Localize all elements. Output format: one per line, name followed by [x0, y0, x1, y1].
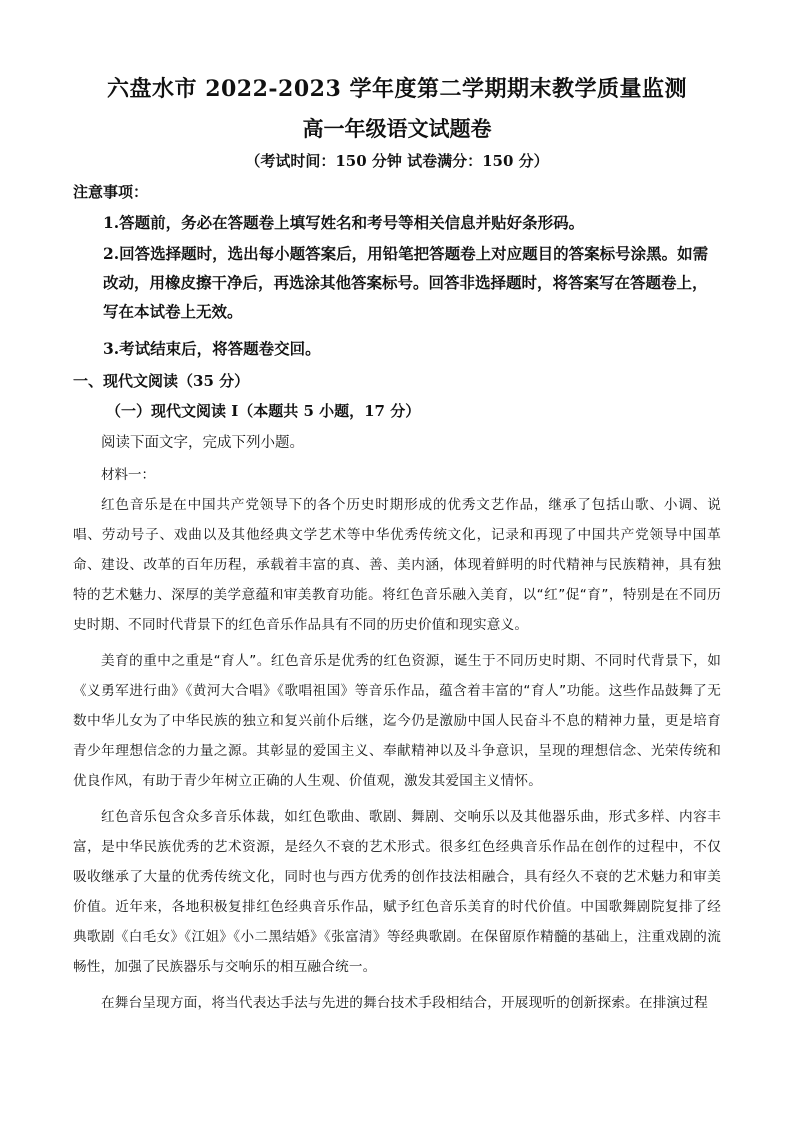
page-title: 六盘水市 2022-2023 学年度第二学期期末教学质量监测: [107, 76, 687, 102]
exam-info: （考试时间：150 分钟 试卷满分：150 分）: [245, 152, 549, 170]
passage-paragraph: 红色音乐包含众多音乐体裁，如红色歌曲、歌剧、舞剧、交响乐以及其他器乐曲，形式多样、内容丰富，是中华民族优秀的艺术资源，是经久不衰的艺术形式。很多红色经典音乐作品在创作的过程中，不仅吸收继承了大量的优秀传统文化，同时也与西方优秀的创作技法相融合，具有经久不衰的艺术魅力和审美价值。近年来，各地积极复排红色经典音乐作品，赋予红色音乐美育的时代价值。中国歌舞剧院复排了经典歌剧《白毛女》《江姐》《小二黑结婚》《张富清》等经典歌剧。在保留原作精髓的基础上，注重戏剧的流畅性，加强了民族器乐与交响乐的相互融合统一。: [73, 809, 721, 975]
passage-paragraph: 美育的重中之重是“育人”。红色音乐是优秀的红色资源，诞生于不同历史时期、不同时代背景下，如《义勇军进行曲》《黄河大合唱》《歌唱祖国》等音乐作品，蕴含着丰富的“育人”功能。这些作品鼓舞了无数中华儿女为了中华民族的独立和复兴前仆后继，迄今仍是激励中国人民奋斗不息的精神力量，更是培育青少年理想信念的力量之源。其彰显的爱国主义、奉献精神以及斗争意识，呈现的理想信念、光荣传统和优良作风，有助于青少年树立正确的人生观、价值观，激发其爱国主义情怀。: [73, 653, 721, 789]
note-text: 2.回答选择题时，选出每小题答案后，用铅笔把答题卷上对应题目的答案标号涂黑。如需改动，用橡皮擦干净后，再选涂其他答案标号。回答非选择题时，将答案写在答题卷上，写在本试卷上无效。: [103, 244, 709, 321]
note-text: 3.考试结束后，将答题卷交回。: [103, 339, 321, 358]
note-item: [73, 334, 721, 363]
note-item: [73, 208, 721, 237]
section-heading: 一、现代文阅读（35 分）: [73, 372, 250, 390]
material-label: 材料一：: [101, 467, 155, 483]
notes-heading: 注意事项：: [73, 183, 149, 201]
reading-instruction: 阅读下面文字，完成下列小题。: [101, 435, 304, 451]
sub-section-heading: （一）现代文阅读 I（本题共 5 小题，17 分）: [106, 402, 421, 420]
note-text: 1.答题前，务必在答题卷上填写姓名和考号等相关信息并贴好条形码。: [103, 213, 585, 232]
note-item: [73, 239, 721, 326]
passage-paragraph: 在舞台呈现方面，将当代表达手法与先进的舞台技术手段相结合，开展现听的创新探索。在排演过程: [101, 995, 708, 1011]
page-subtitle: 高一年级语文试题卷: [302, 116, 492, 141]
passage-paragraph: 红色音乐是在中国共产党领导下的各个历史时期形成的优秀文艺作品，继承了包括山歌、小调、说唱、劳动号子、戏曲以及其他经典文学艺术等中华优秀传统文化，记录和再现了中国共产党领导中国革命、建设、改革的百年历程，承载着丰富的真、善、美内涵，体现着鲜明的时代精神与民族精神，具有独特的艺术魅力、深厚的美学意蕴和审美教育功能。将红色音乐融入美育，以“红”促“育”，特别是在不同历史时期、不同时代背景下的红色音乐作品具有不同的历史价值和现实意义。: [73, 497, 721, 633]
